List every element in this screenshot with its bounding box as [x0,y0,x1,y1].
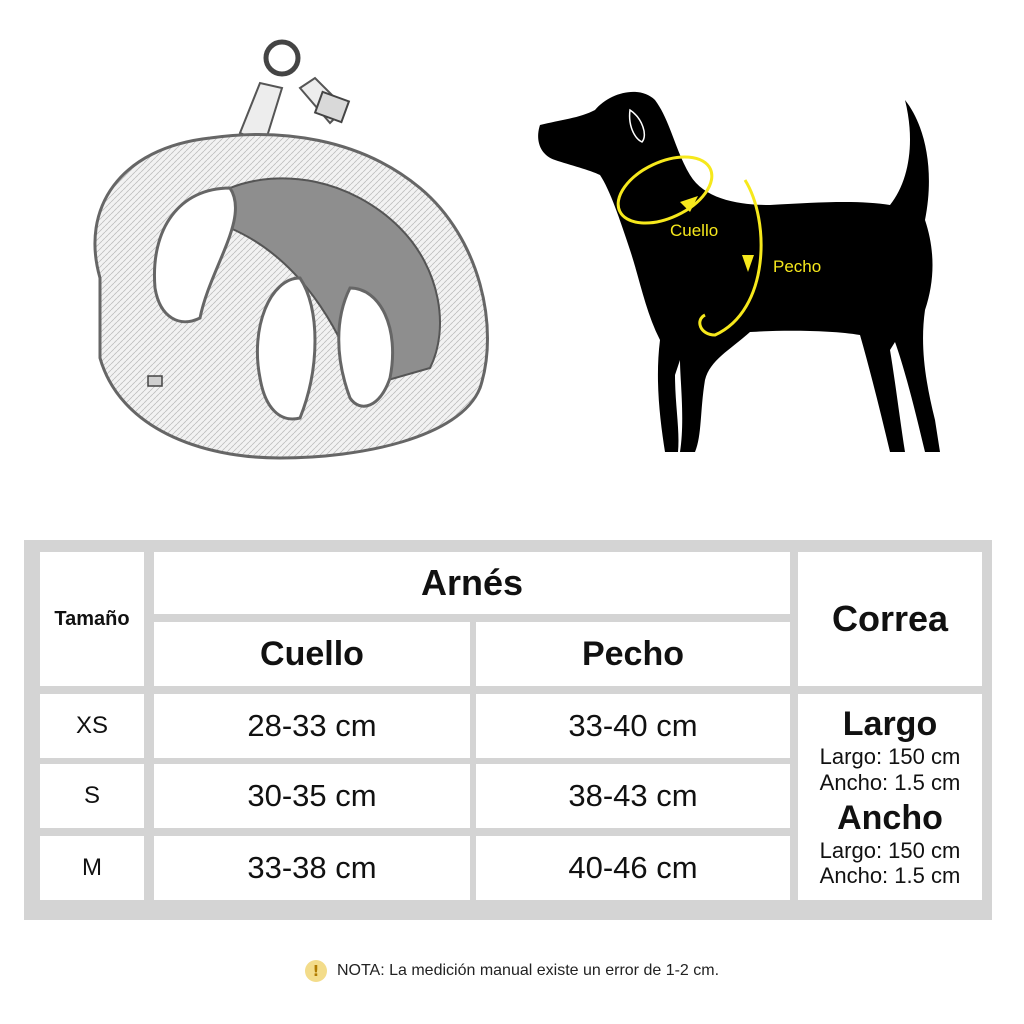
chest-header: Pecho [476,622,790,686]
dog-silhouette-shape [538,92,940,452]
leash-width-value: Ancho: 1.5 cm [819,769,961,795]
size-table [24,540,992,920]
neck-label: Cuello [670,221,719,240]
measurement-note [0,958,1024,984]
harness-illustration [60,28,520,468]
table-row-size: XS [40,694,144,758]
table-row-neck: 28-33 cm [154,694,470,758]
leash-width-title: Ancho [837,799,943,837]
leash-width-value: Ancho: 1.5 cm [819,863,961,889]
leash-length-value: Largo: 150 cm [819,744,961,770]
size-header: Tamaño [40,552,144,686]
dog-illustration [530,80,970,460]
table-row-neck: 30-35 cm [154,764,470,828]
leash-length-title: Largo [842,705,938,744]
harness-header: Arnés [154,552,790,614]
table-row-size: S [40,764,144,828]
leash-header: Correa [798,552,982,686]
note-text: NOTA: La medición manual existe un error de 1-2 cm. [336,962,720,979]
table-row-chest: 38-43 cm [476,764,790,828]
table-row-size: M [40,836,144,900]
table-row-chest: 40-46 cm [476,836,790,900]
table-row-chest: 33-40 cm [476,694,790,758]
neck-header: Cuello [154,622,470,686]
leash-length-value: Largo: 150 cm [819,838,961,864]
warning-icon: ! [305,960,327,982]
table-row-neck: 33-38 cm [154,836,470,900]
chest-label: Pecho [773,257,822,276]
leash-specs [798,694,982,900]
